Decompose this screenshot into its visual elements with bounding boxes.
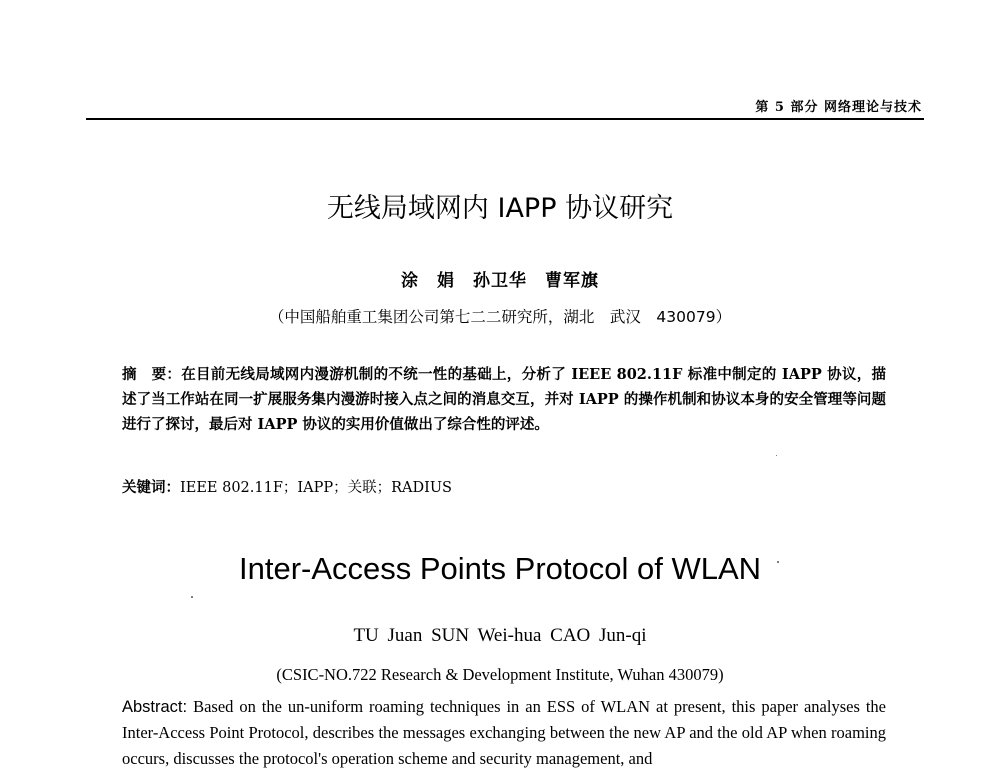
english-abstract-label: Abstract: — [122, 698, 188, 716]
chinese-abstract-label: 摘 要： — [122, 366, 182, 383]
chinese-affiliation: （中国船舶重工集团公司第七二二研究所，湖北 武汉 430079） — [268, 308, 732, 326]
chinese-abstract — [122, 362, 886, 437]
chinese-keywords-text: IEEE 802.11F；IAPP；关联；RADIUS — [180, 480, 452, 496]
header-rule — [86, 118, 924, 120]
chinese-authors: 涂 娟 孙卫华 曹军旗 — [401, 271, 599, 291]
scan-speck — [777, 561, 779, 563]
chinese-abstract-text: 在目前无线局域网内漫游机制的不统一性的基础上，分析了 IEEE 802.11F 标准中制定的 IAPP 协议，描述了当工作站在同一扩展服务集内漫游时接入点之间的消息交互，并对 IAPP 的操作机制和协议本身的安全管理等问题进行了探讨，最后对 IAPP 协议的实用价值做出了综合性的评述。 — [122, 366, 886, 433]
english-title: Inter-Access Points Protocol of WLAN — [238, 551, 762, 586]
english-affiliation: (CSIC-NO.722 Research & Development Institute, Wuhan 430079) — [276, 665, 724, 684]
english-authors: TU Juan SUN Wei-hua CAO Jun-qi — [353, 625, 647, 646]
scan-speck — [776, 455, 777, 456]
chinese-keywords — [122, 476, 452, 497]
english-abstract — [122, 694, 886, 772]
chinese-title: 无线局域网内 IAPP 协议研究 — [326, 193, 674, 224]
chinese-keywords-label: 关键词： — [122, 480, 180, 496]
running-header: 第 5 部分 网络理论与技术 — [755, 100, 922, 115]
english-abstract-text: Based on the un-uniform roaming techniques in an ESS of WLAN at present, this paper analyses the Inter-Access Point Protocol, describes the messages exchanging between the new AP and the old AP when roaming occurs, discusses the protocol's operation scheme and security management, and — [122, 697, 886, 768]
scan-speck — [191, 596, 193, 598]
